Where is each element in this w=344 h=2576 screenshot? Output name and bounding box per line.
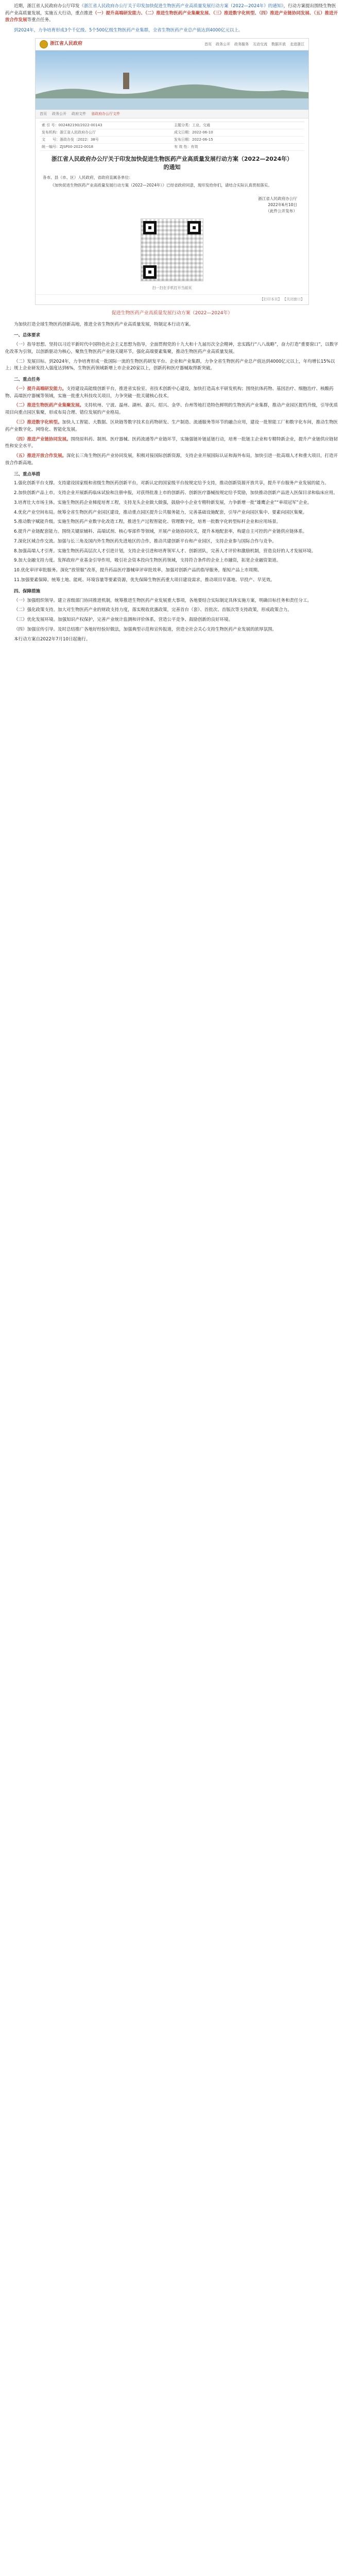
info-cell: 发布日期：2022-06-15 (174, 138, 213, 142)
doc-sign-note: （此件公开发布） (266, 208, 297, 213)
article-paragraph: 3.培育壮大市场主体。实施生物医药企业梯度培育工程，支持龙头企业做大做强，鼓励中小企业专精特新发展，力争新增一批“雄鹰企业”“单项冠军”企业。 (14, 500, 312, 505)
doc-title: 浙江省人民政府办公厅关于印发加快促进生物医药产业高质量发展行动方案（2022—2024年）的通知 (51, 156, 293, 171)
doc-signature-block (36, 196, 308, 214)
document-screenshot-card (35, 38, 309, 304)
task-heading: （三）推进数字化转型。 (14, 420, 62, 425)
article-paragraph: 5.推动数字赋能升级。实施生物医药产业数字化改造工程，推进生产过程智能化、管理数字化，培育一批数字化转型标杆企业和应用场景。 (14, 519, 281, 525)
article-paragraph: （三）优化发展环境。加强知识产权保护，完善产业统计监测和评价体系，营造公平竞争、鼓励创新的良好环境。 (14, 617, 233, 623)
article-paragraph: （一）指导思想。坚持以习近平新时代中国特色社会主义思想为指导，全面贯彻党的十九大和十九届历次全会精神，忠实践行“八八战略”，奋力打造“重要窗口”，以数字化改革为引领，以创新驱动为核心，聚焦生物医药产业链关键环节，强化高端要素集聚，推动生物医药产业高质量发展。 (5, 342, 338, 354)
info-cell: 统一编号：ZJSP00-2022-0018 (42, 145, 94, 149)
qr-area (36, 218, 308, 281)
article-paragraph: 9.加大金融支持力度。发挥政府产业基金引导作用，吸引社会资本投向生物医药领域，支持符合条件的企业上市融资，拓宽企业融资渠道。 (14, 558, 281, 564)
info-cell: 索 引 号：002482190/2022-00143 (42, 123, 102, 128)
mountain-silhouette-icon (36, 80, 308, 100)
article-paragraph: 2.加快创新产品上市。支持企业开展新药临床试验和注册申报，对获得批准上市的创新药、创新医疗器械按规定给予奖励，加快推动创新产品进入医保目录和临床应用。 (14, 490, 338, 496)
info-cell: 有 效 性：有效 (174, 145, 198, 149)
article-paragraph (5, 436, 339, 451)
breadcrumb-item[interactable]: 政府文件 (72, 111, 86, 116)
qr-finder-icon (143, 265, 157, 279)
gov-nav-item[interactable]: 政务服务 (234, 42, 249, 46)
national-emblem-icon (40, 40, 48, 48)
west-lake-banner (36, 50, 308, 110)
intro-goal: 全省生物医药产业总产值达到4000亿元以上。 (152, 27, 243, 33)
article-paragraph: 8.加强高端人才引育。实施生物医药高层次人才引进计划，支持企业引进和培育领军人才、创新团队，完善人才评价和激励机制，营造良好的人才发展环境。 (14, 548, 316, 554)
info-cell: 发布机构：浙江省人民政府办公厅 (42, 130, 96, 135)
article-paragraph: （一）加强组织领导。建立省级部门协同推进机制，统筹推进生物医药产业发展重大事项，各地要结合实际制定具体实施方案，明确目标任务和责任分工。 (14, 598, 312, 603)
article-paragraph: 10.优化审评审批服务。深化“放管服”改革，提升药品医疗器械审评审批效率，加强对创新产品的指导服务，缩短产品上市周期。 (14, 568, 262, 573)
section-heading: 一、总体要求 (14, 333, 41, 338)
info-cell: 主题分类：工业、交通 (174, 123, 210, 128)
task-heading: （五）推进开放合作发展。 (14, 453, 67, 459)
article-paragraph: 11.加强要素保障。统筹土地、能耗、环境容量等要素资源，优先保障生物医药重大项目建设需求，推动项目早落地、早投产、早见效。 (14, 578, 275, 583)
card-footer-links[interactable]: 【打印本页】 【关闭窗口】 (36, 294, 308, 304)
breadcrumb-item[interactable]: 首页 (40, 111, 47, 116)
info-cell: 文 号：浙政办发〔2022〕38号 (42, 138, 99, 142)
article-body (5, 321, 339, 643)
doc-salutation: 各市、县（市、区）人民政府，省政府直属各单位： (43, 175, 133, 180)
task-text: 深化长三角生物医药产业协同发展，积极对接国际创新资源，支持企业开展国际认证和海外布局，加快引进一批高端人才和重大项目，打造开放合作新高地。 (5, 453, 338, 466)
doc-info-table (40, 122, 304, 151)
intro-goal-pre: 到2024年，力争培育形成3个千亿级、5个500亿级生物医药产业集群， (14, 27, 153, 33)
intro-paragraph (5, 3, 339, 24)
breadcrumb-item-active[interactable]: 省政府办公厅文件 (91, 111, 120, 116)
page-wrap (0, 0, 344, 656)
doc-body-text: 《加快促进生物医药产业高质量发展行动方案（2022—2024年）》已经省政府同意，现印发给你们，请结合实际认真贯彻落实。 (50, 183, 272, 188)
lake-water (36, 98, 308, 110)
article-closing: 本行动方案自2022年7月10日起施行。 (14, 636, 91, 642)
breadcrumb (36, 110, 308, 118)
article-paragraph (5, 419, 339, 434)
section-heading: 三、重点举措 (14, 471, 41, 477)
article-paragraph: （二）强化政策支持。加大对生物医药产业的财政支持力度，落实税收优惠政策，完善首台（套）、首批次、首版次等支持政策，形成政策合力。 (14, 607, 292, 613)
gov-nav-item[interactable]: 政务公开 (216, 42, 230, 46)
article-paragraph: 4.优化产业空间布局。统筹全省生物医药产业园区建设，推动重点园区提升公共服务能力，完善基础设施配套，引导产业向园区集中、要素向园区集聚。 (14, 510, 307, 515)
task-heading: （一）提升高端研发能力。 (14, 386, 67, 392)
info-row (40, 122, 304, 129)
qr-caption: 扫一扫在手机打开当前页 (152, 285, 192, 290)
gov-nav-item[interactable]: 数据开放 (271, 42, 286, 46)
qr-code-icon (141, 218, 203, 281)
article-paragraph: （二）发展目标。到2024年，力争培育形成一批国际一流的生物医药研发平台、企业和产业集群，力争全省生物医药产业总产值达到4000亿元以上，年均增长15%以上；规上企业研发投入强度达到6%，生物医药领域新增上市企业20家以上，创新药和医疗器械取得新突破。 (5, 359, 335, 371)
task-heading: （二）推进生物医药产业集聚发展。 (14, 403, 84, 409)
info-row (40, 129, 304, 137)
doc-sign-date: 2022年6月10日 (268, 202, 297, 207)
info-row (40, 137, 304, 144)
intro-mid: ，行动方案提出围绕生物医药产业高质量发展，实施五大行动，重点推进 (5, 4, 336, 16)
intro-goal-paragraph (5, 27, 339, 35)
article-paragraph: 6.提升产业链配套能力。围绕关键原辅料、高端试剂、核心零部件等领域，开展产业链协同攻关，提升本地配套率，构建自主可控的产业链供应链体系。 (14, 529, 307, 535)
breadcrumb-item[interactable]: 政务公开 (52, 111, 66, 116)
task-text: 加快人工智能、大数据、区块链等数字技术在药物研发、生产制造、流通服务等环节的融合应用，建设一批智能工厂和数字化车间，推动生物医药产业数字化、网络化、智能化发展。 (5, 420, 338, 432)
article-paragraph: （四）加强宣传引导。及时总结推广各地好经验好做法，加强典型示范和宣传报道，营造全社会关心支持生物医药产业发展的浓厚氛围。 (14, 626, 277, 632)
gov-nav-item[interactable]: 互动交流 (253, 42, 267, 46)
task-text: 围绕原料药、制剂、医疗器械、医药流通等产业链环节，实施强链补链延链行动，培育一批链主企业和专精特新企业，提升产业链供应链韧性和安全水平。 (5, 436, 338, 449)
gov-nav-item[interactable]: 首页 (204, 42, 212, 46)
action-plan-link[interactable]: 促进生物医药产业高质量发展行动方案（2022—2024年） (111, 310, 233, 316)
intro-tail: 等重点任务。 (27, 18, 54, 23)
section-heading: 四、保障措施 (14, 588, 41, 594)
article-preface: 为加快打造全球生物医药创新高地，推进全省生物医药产业高质量发展，特制定本行动方案。 (14, 321, 194, 327)
doc-body (36, 175, 308, 195)
section-heading: 二、重点任务 (14, 377, 41, 383)
task-heading: （四）推进产业链协同发展。 (14, 436, 71, 442)
gov-site-name: 浙江省人民政府 (50, 41, 83, 47)
task-text: 支持杭州、宁波、温州、湖州、嘉兴、绍兴、金华、台州等地打造特色鲜明的生物医药产业集群，推动产业园区提档升级，引导优质项目向重点园区集聚，形成布局合理、错位发展的产业格局。 (5, 403, 338, 416)
gov-nav-item[interactable]: 走进浙江 (290, 42, 304, 46)
qr-finder-icon (143, 221, 157, 234)
article-paragraph: 1.强化创新平台支撑。支持建设国家级和省级生物医药创新平台，对新认定的国家级平台按规定给予支持，推动创新资源开放共享，提升平台服务产业发展的能力。 (14, 481, 329, 486)
article-paragraph (5, 386, 339, 400)
intro-lead: 近期，浙江省人民政府办公厅印发 (14, 4, 80, 9)
gov-nav (204, 42, 304, 47)
pagoda-icon (123, 73, 129, 89)
article-paragraph (5, 453, 339, 467)
info-cell: 成文日期：2022-06-10 (174, 130, 213, 135)
article-paragraph (5, 402, 339, 417)
intro-focus: （一）提升高端研发能力、（二）推进生物医药产业集聚发展、（三）推进数字化转型、（四）推进产业链协同发展、（五）推进开放合作发展 (5, 10, 338, 23)
info-row (40, 144, 304, 151)
qr-finder-icon (187, 221, 201, 234)
article-paragraph: 7.深化区域合作交流。加强与长三角及国内外生物医药先进地区的合作，推动共建创新平台和产业园区，支持企业参与国际合作与竞争。 (14, 538, 277, 544)
gov-site-header (36, 39, 308, 50)
task-text: 支持建设高能级创新平台，推进省实验室、省技术创新中心建设，加快打造高水平研发机构；围绕抗体药物、基因治疗、细胞治疗、核酸药物、高端医疗器械等领域，实施一批重大科技攻关项目，力争突破一批关键核心技术。 (5, 386, 334, 399)
intro-doc-link[interactable]: 《浙江省人民政府办公厅关于印发加快促进生物医药产业高质量发展行动方案（2022—2024年）的通知》 (79, 4, 284, 9)
doc-signature: 浙江省人民政府办公厅 (258, 196, 297, 201)
gov-logo[interactable] (40, 40, 82, 48)
